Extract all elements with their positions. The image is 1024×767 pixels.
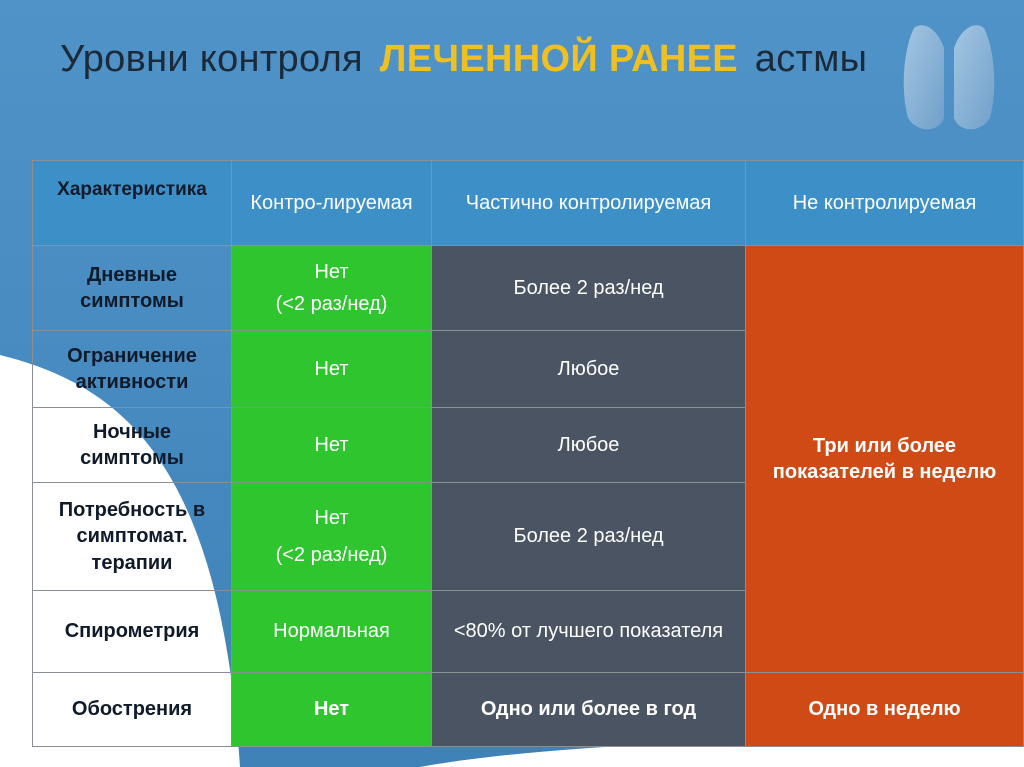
row-label: Дневные симптомы	[33, 246, 232, 331]
controlled-cell	[232, 483, 432, 591]
lungs-icon	[894, 8, 1004, 138]
controlled-line2: (<2 раз/нед)	[275, 543, 388, 566]
partial-cell: Более 2 раз/нед	[432, 246, 746, 331]
controlled-cell: Нет	[232, 673, 432, 747]
uncontrolled-cell: Одно в неделю	[746, 673, 1024, 747]
controlled-line1: Нет	[314, 507, 349, 530]
partial-cell: Любое	[432, 408, 746, 483]
title-prefix: Уровни контроля	[60, 38, 363, 80]
slide-title	[60, 38, 867, 81]
controlled-line2: (<2 раз/нед)	[275, 293, 388, 315]
controlled-cell: Нормальная	[232, 591, 432, 673]
table-row	[33, 246, 1024, 331]
partial-cell: Одно или более в год	[432, 673, 746, 747]
row-label: Спирометрия	[33, 591, 232, 673]
header-uncontrolled: Не контролируемая	[746, 161, 1024, 246]
controlled-cell: Нет	[232, 408, 432, 483]
header-controlled: Контро-лируемая	[232, 161, 432, 246]
row-label: Потребность в симптомат. терапии	[33, 483, 232, 591]
partial-cell: Любое	[432, 331, 746, 408]
uncontrolled-merged-cell: Три или более показателей в неделю	[746, 246, 1024, 673]
partial-cell: <80% от лучшего показателя	[432, 591, 746, 673]
controlled-line1: Нет	[314, 260, 349, 283]
row-label: Ночные симптомы	[33, 408, 232, 483]
row-label: Обострения	[33, 673, 232, 747]
asthma-control-table	[32, 160, 1024, 747]
title-highlight: ЛЕЧЕННОЙ РАНЕЕ	[379, 38, 738, 80]
table-row	[33, 673, 1024, 747]
row-label: Ограничение активности	[33, 331, 232, 408]
header-partial: Частично контролируемая	[432, 161, 746, 246]
header-characteristic: Характеристика	[33, 161, 232, 246]
title-suffix: астмы	[754, 38, 868, 80]
header-row	[33, 161, 1024, 246]
controlled-cell	[232, 246, 432, 331]
partial-cell: Более 2 раз/нед	[432, 483, 746, 591]
controlled-cell: Нет	[232, 331, 432, 408]
